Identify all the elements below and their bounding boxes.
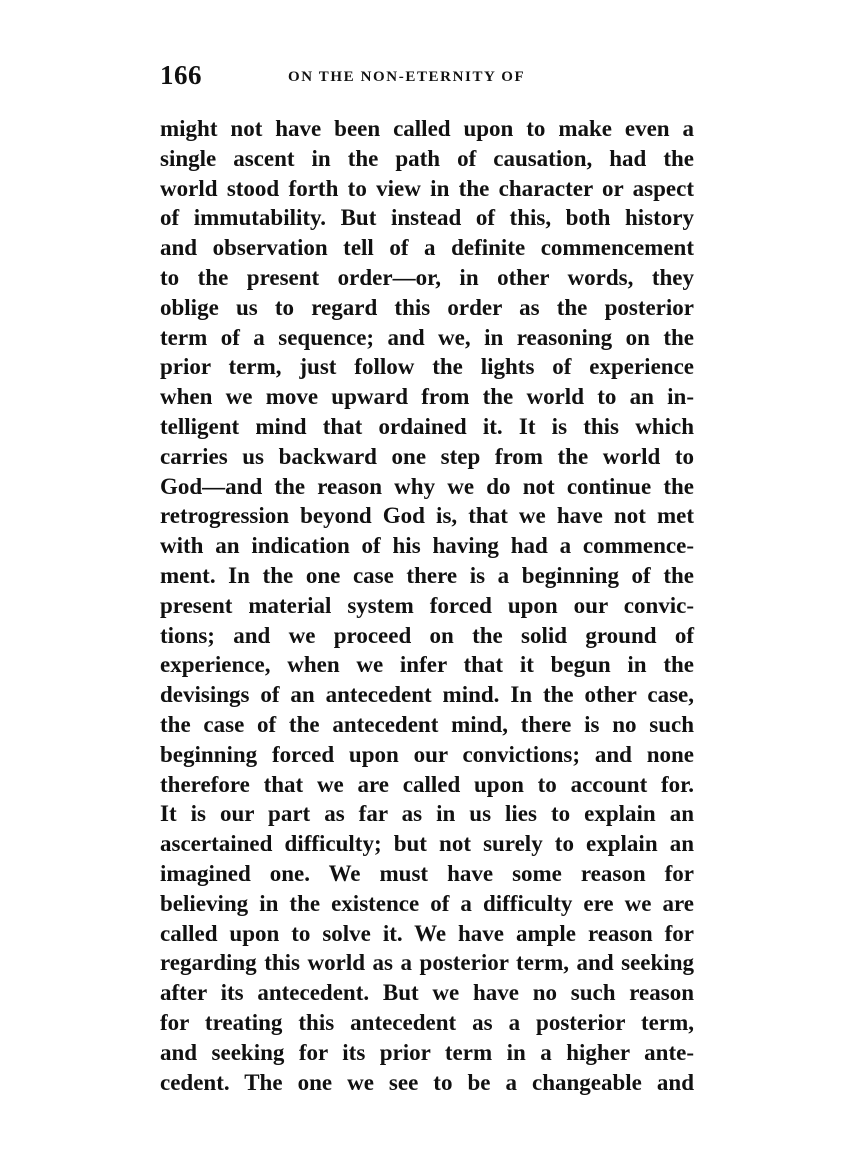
- text-line: cedent. The one we see to be a changeable and: [160, 1069, 694, 1095]
- text-line: devisings of an antecedent mind. In the other case,: [160, 682, 694, 708]
- text-line: believing in the existence of a difficulty ere we are: [160, 890, 694, 916]
- text-line: God—and the reason why we do not continue the: [160, 473, 694, 499]
- text-line: experience, when we infer that it begun in the: [160, 652, 694, 678]
- text-line: imagined one. We must have some reason for: [160, 860, 694, 886]
- text-line: for treating this antecedent as a posterior term,: [160, 1009, 694, 1035]
- text-line: retrogression beyond God is, that we have not met: [160, 503, 694, 529]
- text-line: and observation tell of a definite commencement: [160, 235, 694, 261]
- text-line: to the present order—or, in other words, they: [160, 264, 694, 290]
- running-title: ON THE NON-ETERNITY OF: [288, 69, 526, 85]
- text-line: beginning forced upon our convictions; and none: [160, 741, 694, 767]
- page-header: [160, 60, 700, 92]
- text-line: tions; and we proceed on the solid ground of: [160, 622, 694, 648]
- text-line: with an indication of his having had a commence-: [160, 533, 694, 559]
- text-line: might not have been called upon to make even a: [160, 116, 694, 141]
- text-line: It is our part as far as in us lies to explain an: [160, 801, 694, 827]
- text-line: of immutability. But instead of this, both history: [160, 205, 694, 231]
- text-line: single ascent in the path of causation, had the: [160, 145, 694, 171]
- text-line: therefore that we are called upon to account for.: [160, 771, 694, 797]
- text-line: called upon to solve it. We have ample reason for: [160, 920, 694, 946]
- text-line: ascertained difficulty; but not surely to explain an: [160, 831, 694, 857]
- text-line: carries us backward one step from the world to: [160, 443, 694, 469]
- text-line: ment. In the one case there is a beginning of the: [160, 562, 694, 588]
- page-number: 166: [160, 60, 202, 90]
- text-line: oblige us to regard this order as the posterior: [160, 294, 694, 320]
- text-line: the case of the antecedent mind, there is no such: [160, 711, 694, 737]
- body-text: [160, 114, 694, 1097]
- text-line: world stood forth to view in the character or aspect: [160, 175, 694, 201]
- text-line: term of a sequence; and we, in reasoning on the: [160, 324, 694, 350]
- text-line: telligent mind that ordained it. It is this which: [160, 413, 694, 439]
- text-line: when we move upward from the world to an in-: [160, 384, 694, 410]
- text-line: after its antecedent. But we have no such reason: [160, 980, 694, 1006]
- text-line: regarding this world as a posterior term, and seeking: [160, 950, 694, 976]
- text-line: prior term, just follow the lights of experience: [160, 354, 694, 380]
- text-line: and seeking for its prior term in a higher ante-: [160, 1039, 694, 1065]
- text-line: present material system forced upon our convic-: [160, 592, 694, 618]
